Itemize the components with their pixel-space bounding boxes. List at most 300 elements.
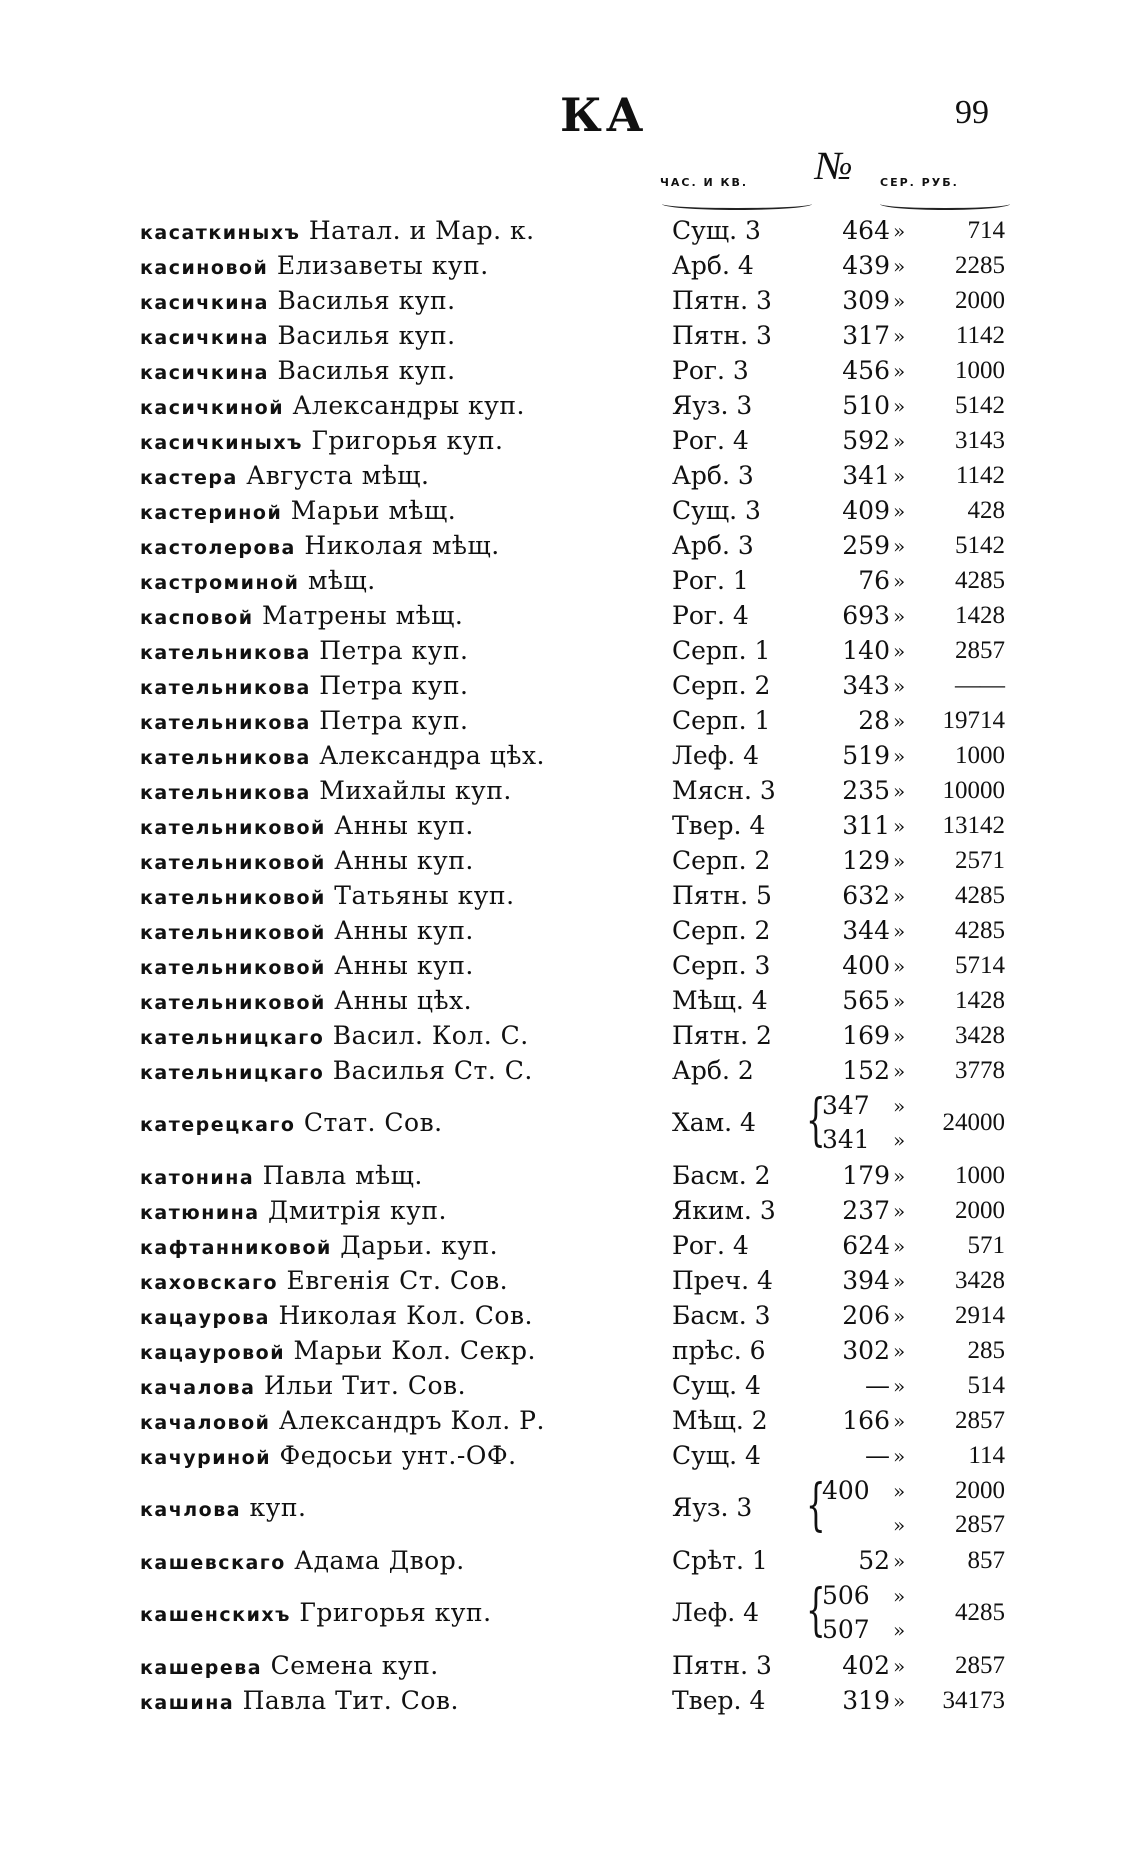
entry-value: 2857 bbox=[955, 1652, 1005, 1679]
entry-surname: кательницкаго bbox=[140, 1062, 325, 1084]
ditto-mark: » bbox=[893, 464, 906, 488]
ditto-mark: » bbox=[893, 1339, 906, 1363]
entry-given-name-rank: Марьи Кол. Секр. bbox=[293, 1336, 536, 1365]
ditto-mark: » bbox=[893, 1549, 906, 1573]
ditto-mark: » bbox=[893, 219, 906, 243]
entry-name bbox=[140, 879, 515, 915]
entry-part-quarter: Рог. 1 bbox=[672, 566, 749, 595]
ditto-mark: » bbox=[893, 884, 906, 908]
entry-row bbox=[0, 1264, 1140, 1299]
entry-name bbox=[140, 1054, 533, 1090]
entry-row bbox=[0, 1334, 1140, 1369]
entry-row bbox=[0, 809, 1140, 844]
entry-number: 347 bbox=[822, 1091, 870, 1120]
entry-surname: кашевскаго bbox=[140, 1552, 286, 1574]
entry-given-name-rank: Татьяны куп. bbox=[334, 881, 515, 910]
entry-given-name-rank: Анны куп. bbox=[334, 846, 474, 875]
entry-given-name-rank: Николая мѣщ. bbox=[304, 531, 500, 560]
ditto-mark: » bbox=[893, 709, 906, 733]
entry-value: 4285 bbox=[955, 1599, 1005, 1626]
entry-surname: качуриной bbox=[140, 1447, 272, 1469]
entry-given-name-rank: Елизаветы куп. bbox=[276, 251, 489, 280]
entry-part-quarter: Мясн. 3 bbox=[672, 776, 776, 805]
ditto-mark: » bbox=[893, 1269, 906, 1293]
entry-name bbox=[140, 1369, 466, 1405]
entry-given-name-rank: Анны куп. bbox=[334, 811, 474, 840]
entry-value: 4285 bbox=[955, 917, 1005, 944]
entry-name bbox=[140, 1334, 536, 1370]
entry-number: 400 bbox=[842, 951, 890, 980]
entry-number: 341 bbox=[822, 1125, 870, 1154]
entry-part-quarter: Сущ. 3 bbox=[672, 496, 761, 525]
entry-row bbox=[0, 1544, 1140, 1579]
entry-part-quarter: Рог. 4 bbox=[672, 426, 749, 455]
entry-value: 1142 bbox=[955, 462, 1005, 489]
entry-value: 34173 bbox=[942, 1687, 1005, 1714]
entry-number: 237 bbox=[842, 1196, 890, 1225]
entry-value: 5142 bbox=[955, 532, 1005, 559]
entry-part-quarter: Серп. 3 bbox=[672, 951, 771, 980]
entry-surname: касиновой bbox=[140, 257, 269, 279]
entry-given-name-rank: Федосьи унт.-ОФ. bbox=[279, 1441, 517, 1470]
entry-surname: кастолерова bbox=[140, 537, 296, 559]
ditto-mark: » bbox=[893, 1444, 906, 1468]
entry-row bbox=[0, 564, 1140, 599]
running-head bbox=[0, 88, 1140, 148]
entry-given-name-rank: куп. bbox=[249, 1493, 307, 1522]
brace-glyph: { bbox=[806, 1578, 826, 1643]
ditto-mark: » bbox=[893, 1234, 906, 1258]
entry-part-quarter: прѣс. 6 bbox=[672, 1336, 766, 1365]
entry-number: 179 bbox=[842, 1161, 890, 1190]
entry-row bbox=[0, 1474, 1140, 1544]
entry-number: — bbox=[865, 1371, 890, 1400]
ditto-mark: » bbox=[893, 779, 906, 803]
entry-number: 341 bbox=[842, 461, 890, 490]
entry-number: 506 bbox=[822, 1581, 870, 1610]
entry-part-quarter: Преч. 4 bbox=[672, 1266, 773, 1295]
entry-number: 565 bbox=[842, 986, 890, 1015]
entry-value: 2571 bbox=[955, 847, 1005, 874]
entry-surname: кашерева bbox=[140, 1657, 263, 1679]
entry-number: 140 bbox=[842, 636, 890, 665]
entry-value: 2857 bbox=[955, 1407, 1005, 1434]
entry-surname: кательникова bbox=[140, 747, 311, 769]
entry-value: 1000 bbox=[955, 742, 1005, 769]
entry-name bbox=[140, 354, 456, 390]
entry-surname: кастроминой bbox=[140, 572, 300, 594]
entry-surname: кафтанниковой bbox=[140, 1237, 332, 1259]
entry-name bbox=[140, 494, 456, 530]
entry-number: 632 bbox=[842, 881, 890, 910]
entry-row bbox=[0, 1299, 1140, 1334]
entry-given-name-rank: Ильи Тит. Сов. bbox=[263, 1371, 467, 1400]
entry-value: 514 bbox=[967, 1372, 1005, 1399]
entry-name bbox=[140, 529, 500, 565]
entry-name bbox=[140, 1649, 439, 1685]
ditto-mark: » bbox=[893, 254, 906, 278]
entry-row bbox=[0, 214, 1140, 249]
entry-row bbox=[0, 844, 1140, 879]
entry-number: 510 bbox=[842, 391, 890, 420]
entry-part-quarter: Сущ. 4 bbox=[672, 1441, 761, 1470]
entry-surname: кательниковой bbox=[140, 992, 326, 1014]
ditto-mark: » bbox=[893, 1164, 906, 1188]
ditto-mark: » bbox=[893, 1374, 906, 1398]
entry-given-name-rank: Матрены мѣщ. bbox=[262, 601, 464, 630]
entry-number: 28 bbox=[858, 706, 890, 735]
running-head-letters: КА bbox=[560, 88, 648, 142]
entry-number: 317 bbox=[842, 321, 890, 350]
entry-surname: касичкина bbox=[140, 292, 269, 314]
entry-value: 13142 bbox=[942, 812, 1005, 839]
entry-value: 1428 bbox=[955, 987, 1005, 1014]
entry-number: 456 bbox=[842, 356, 890, 385]
entry-part-quarter: Пятн. 3 bbox=[672, 1651, 772, 1680]
ditto-mark: » bbox=[893, 569, 906, 593]
entry-value: 2000 bbox=[955, 1197, 1005, 1224]
entry-row bbox=[0, 1649, 1140, 1684]
entry-name bbox=[140, 1684, 459, 1720]
entry-number: 52 bbox=[858, 1546, 890, 1575]
entry-given-name-rank: Михайлы куп. bbox=[319, 776, 512, 805]
entry-part-quarter: Серп. 1 bbox=[672, 706, 771, 735]
entry-value: 4285 bbox=[955, 882, 1005, 909]
entry-number: 400 bbox=[822, 1476, 870, 1505]
ditto-mark: » bbox=[893, 1479, 906, 1503]
entry-surname: касичкина bbox=[140, 362, 269, 384]
entry-surname: касичкина bbox=[140, 327, 269, 349]
entry-part-quarter: Леф. 4 bbox=[672, 1598, 760, 1627]
entry-name bbox=[140, 704, 468, 740]
entry-value: 857 bbox=[967, 1547, 1005, 1574]
ditto-mark: » bbox=[893, 849, 906, 873]
entry-name bbox=[140, 214, 535, 250]
entry-name bbox=[140, 949, 474, 985]
entry-name bbox=[140, 599, 463, 635]
entry-row bbox=[0, 1439, 1140, 1474]
entry-row bbox=[0, 249, 1140, 284]
entry-name bbox=[140, 1544, 465, 1580]
entry-given-name-rank: Василья куп. bbox=[277, 321, 456, 350]
brace-glyph: { bbox=[806, 1473, 826, 1538]
entry-row bbox=[0, 739, 1140, 774]
entry-surname: кацаурова bbox=[140, 1307, 271, 1329]
entry-part-quarter: Арб. 4 bbox=[672, 251, 754, 280]
entry-given-name-rank: Семена куп. bbox=[270, 1651, 439, 1680]
entry-row bbox=[0, 984, 1140, 1019]
entry-number: 394 bbox=[842, 1266, 890, 1295]
entry-value: 19714 bbox=[942, 707, 1005, 734]
entry-value: 5142 bbox=[955, 392, 1005, 419]
entry-number: 344 bbox=[842, 916, 890, 945]
entry-value: 1428 bbox=[955, 602, 1005, 629]
entry-name bbox=[140, 634, 468, 670]
entry-part-quarter: Мѣщ. 2 bbox=[672, 1406, 768, 1435]
entry-number: 76 bbox=[858, 566, 890, 595]
entry-surname: кательниковой bbox=[140, 957, 326, 979]
entry-number: 693 bbox=[842, 601, 890, 630]
entry-given-name-rank: Анны цѣх. bbox=[334, 986, 473, 1015]
entry-name bbox=[140, 1299, 533, 1335]
entry-name bbox=[140, 1194, 447, 1230]
ditto-mark: » bbox=[893, 1094, 906, 1118]
entry-surname: катюнина bbox=[140, 1202, 260, 1224]
entry-number: 311 bbox=[842, 811, 890, 840]
ditto-mark: » bbox=[893, 289, 906, 313]
entry-number: 235 bbox=[842, 776, 890, 805]
entry-row bbox=[0, 634, 1140, 669]
entry-value: 24000 bbox=[942, 1109, 1005, 1136]
entry-given-name-rank: Григорья куп. bbox=[299, 1598, 492, 1627]
ditto-mark: » bbox=[893, 324, 906, 348]
entry-row bbox=[0, 669, 1140, 704]
entry-row bbox=[0, 1404, 1140, 1439]
ditto-mark: » bbox=[893, 604, 906, 628]
entry-surname: кательниковой bbox=[140, 817, 326, 839]
ditto-mark: » bbox=[893, 1024, 906, 1048]
entry-surname: кацауровой bbox=[140, 1342, 286, 1364]
entry-surname: катерецкаго bbox=[140, 1114, 296, 1136]
entry-given-name-rank: Николая Кол. Сов. bbox=[278, 1301, 533, 1330]
entry-surname: касичкиной bbox=[140, 397, 285, 419]
entry-row bbox=[0, 1194, 1140, 1229]
entry-number: 519 bbox=[842, 741, 890, 770]
ditto-mark: » bbox=[893, 1618, 906, 1642]
entry-given-name-rank: Адама Двор. bbox=[294, 1546, 465, 1575]
brace-glyph: { bbox=[806, 1088, 826, 1153]
ditto-mark: » bbox=[893, 534, 906, 558]
entry-number: 343 bbox=[842, 671, 890, 700]
entry-number: 206 bbox=[842, 1301, 890, 1330]
entry-surname: кательниковой bbox=[140, 887, 326, 909]
page-number: 99 bbox=[955, 94, 989, 131]
entry-given-name-rank: Василья Ст. С. bbox=[332, 1056, 533, 1085]
entry-row bbox=[0, 1054, 1140, 1089]
entry-given-name-rank: Петра куп. bbox=[319, 671, 469, 700]
ditto-mark: » bbox=[893, 359, 906, 383]
entry-name bbox=[140, 984, 472, 1020]
entry-name bbox=[140, 459, 429, 495]
entry-number: 259 bbox=[842, 531, 890, 560]
entry-given-name-rank: Петра куп. bbox=[319, 706, 469, 735]
entry-value: 3143 bbox=[955, 427, 1005, 454]
entry-given-name-rank: Августа мѣщ. bbox=[246, 461, 430, 490]
entry-part-quarter: Яким. 3 bbox=[672, 1196, 776, 1225]
entry-given-name-rank: Дмитрія куп. bbox=[268, 1196, 447, 1225]
entry-part-quarter: Рог. 4 bbox=[672, 1231, 749, 1260]
entry-part-quarter: Мѣщ. 4 bbox=[672, 986, 768, 1015]
entry-name bbox=[140, 1019, 529, 1055]
entry-surname: кательниковой bbox=[140, 922, 326, 944]
entry-number: 402 bbox=[842, 1651, 890, 1680]
entry-number: 302 bbox=[842, 1336, 890, 1365]
entry-value: 571 bbox=[967, 1232, 1005, 1259]
entry-surname: кастера bbox=[140, 467, 238, 489]
entry-given-name-rank: Анны куп. bbox=[334, 951, 474, 980]
entry-part-quarter: Сущ. 3 bbox=[672, 216, 761, 245]
entry-row bbox=[0, 914, 1140, 949]
entry-part-quarter: Рог. 3 bbox=[672, 356, 749, 385]
entry-number: 319 bbox=[842, 1686, 890, 1715]
entry-name bbox=[140, 249, 489, 285]
entry-row bbox=[0, 494, 1140, 529]
entry-surname: кастериной bbox=[140, 502, 283, 524]
ditto-mark: » bbox=[893, 1409, 906, 1433]
entry-name bbox=[140, 669, 468, 705]
entry-value: 2285 bbox=[955, 252, 1005, 279]
ditto-mark: » bbox=[893, 1128, 906, 1152]
entry-name bbox=[140, 739, 545, 775]
entry-surname: касаткиныхъ bbox=[140, 222, 301, 244]
entry-given-name-rank: Александры куп. bbox=[292, 391, 525, 420]
entry-surname: кашенскихъ bbox=[140, 1604, 291, 1626]
entry-row bbox=[0, 529, 1140, 564]
entry-row bbox=[0, 1159, 1140, 1194]
entry-value: 1142 bbox=[955, 322, 1005, 349]
entry-name bbox=[140, 1264, 508, 1300]
entry-given-name-rank: Василья куп. bbox=[277, 286, 456, 315]
entry-given-name-rank: Павла мѣщ. bbox=[262, 1161, 423, 1190]
entry-name bbox=[140, 844, 474, 880]
entry-name bbox=[140, 1106, 443, 1142]
entry-surname: качлова bbox=[140, 1499, 242, 1521]
entry-value: 3778 bbox=[955, 1057, 1005, 1084]
entry-surname: кательниковой bbox=[140, 852, 326, 874]
entry-value: 3428 bbox=[955, 1022, 1005, 1049]
entry-row bbox=[0, 424, 1140, 459]
entry-given-name-rank: мѣщ. bbox=[307, 566, 376, 595]
entry-given-name-rank: Анны куп. bbox=[334, 916, 474, 945]
entry-part-quarter: Арб. 3 bbox=[672, 531, 754, 560]
entry-name bbox=[140, 1491, 306, 1527]
entry-part-quarter: Пятн. 2 bbox=[672, 1021, 772, 1050]
entry-part-quarter: Леф. 4 bbox=[672, 741, 760, 770]
entry-value: 3428 bbox=[955, 1267, 1005, 1294]
entry-given-name-rank: Григорья куп. bbox=[311, 426, 504, 455]
entry-part-quarter: Серп. 2 bbox=[672, 916, 771, 945]
entry-row bbox=[0, 284, 1140, 319]
column-heading-part-brace bbox=[662, 198, 812, 210]
entry-row bbox=[0, 879, 1140, 914]
entry-number: 152 bbox=[842, 1056, 890, 1085]
ditto-mark: » bbox=[893, 394, 906, 418]
ditto-mark: » bbox=[893, 1304, 906, 1328]
entry-surname: кашина bbox=[140, 1692, 235, 1714]
entry-number: 507 bbox=[822, 1615, 870, 1644]
entry-value: 285 bbox=[967, 1337, 1005, 1364]
entry-surname: кательницкаго bbox=[140, 1027, 325, 1049]
entry-value: 1000 bbox=[955, 1162, 1005, 1189]
entry-surname: качалова bbox=[140, 1377, 256, 1399]
entry-row bbox=[0, 1579, 1140, 1649]
entry-row bbox=[0, 774, 1140, 809]
entry-name bbox=[140, 1439, 517, 1475]
entry-part-quarter: Арб. 2 bbox=[672, 1056, 754, 1085]
entry-given-name-rank: Петра куп. bbox=[319, 636, 469, 665]
entry-number: 129 bbox=[842, 846, 890, 875]
entry-given-name-rank: Александра цѣх. bbox=[319, 741, 545, 770]
entry-part-quarter: Твер. 4 bbox=[672, 1686, 766, 1715]
entry-name bbox=[140, 774, 512, 810]
entry-part-quarter: Пятн. 5 bbox=[672, 881, 772, 910]
entry-row bbox=[0, 599, 1140, 634]
entry-part-quarter: Серп. 2 bbox=[672, 671, 771, 700]
entry-part-quarter: Серп. 1 bbox=[672, 636, 771, 665]
entry-row bbox=[0, 319, 1140, 354]
ditto-mark: » bbox=[893, 1059, 906, 1083]
entry-name bbox=[140, 389, 525, 425]
entry-value: 714 bbox=[967, 217, 1005, 244]
ditto-mark: » bbox=[893, 919, 906, 943]
ditto-mark: » bbox=[893, 1689, 906, 1713]
entry-name bbox=[140, 1596, 492, 1632]
ditto-mark: » bbox=[893, 499, 906, 523]
entry-number: 624 bbox=[842, 1231, 890, 1260]
entry-part-quarter: Арб. 3 bbox=[672, 461, 754, 490]
entry-value: —— bbox=[955, 672, 1005, 699]
entry-row bbox=[0, 459, 1140, 494]
entry-given-name-rank: Васил. Кол. С. bbox=[332, 1021, 529, 1050]
entry-name bbox=[140, 284, 456, 320]
entry-value: 2857 bbox=[955, 637, 1005, 664]
entry-part-quarter: Сущ. 4 bbox=[672, 1371, 761, 1400]
entry-number: 409 bbox=[842, 496, 890, 525]
entry-part-quarter: Басм. 2 bbox=[672, 1161, 771, 1190]
ditto-mark: » bbox=[893, 674, 906, 698]
entry-value: 1000 bbox=[955, 357, 1005, 384]
entry-name bbox=[140, 319, 456, 355]
ditto-mark: » bbox=[893, 814, 906, 838]
entry-name bbox=[140, 424, 504, 460]
entry-row bbox=[0, 1684, 1140, 1719]
entry-row bbox=[0, 354, 1140, 389]
entry-surname: кательникова bbox=[140, 642, 311, 664]
column-heading-value: СЕР. РУБ. bbox=[880, 176, 959, 189]
ditto-mark: » bbox=[893, 744, 906, 768]
entry-row bbox=[0, 1369, 1140, 1404]
entry-number: 464 bbox=[842, 216, 890, 245]
entry-value: 2000 bbox=[955, 287, 1005, 314]
entry-part-quarter: Рог. 4 bbox=[672, 601, 749, 630]
entry-given-name-rank: Стат. Сов. bbox=[303, 1108, 443, 1137]
column-heading-number: № bbox=[815, 143, 853, 188]
entry-part-quarter: Яуз. 3 bbox=[672, 1493, 753, 1522]
ditto-mark: » bbox=[893, 1513, 906, 1537]
entry-list bbox=[0, 214, 1140, 1719]
entry-name bbox=[140, 1404, 545, 1440]
entry-value: 428 bbox=[967, 497, 1005, 524]
entry-value: 5714 bbox=[955, 952, 1005, 979]
entry-surname: катонина bbox=[140, 1167, 255, 1189]
entry-value: 114 bbox=[968, 1442, 1005, 1469]
entry-surname: касичкиныхъ bbox=[140, 432, 303, 454]
entry-part-quarter: Пятн. 3 bbox=[672, 286, 772, 315]
entry-surname: кательникова bbox=[140, 712, 311, 734]
entry-name bbox=[140, 564, 376, 600]
entry-given-name-rank: Марьи мѣщ. bbox=[290, 496, 457, 525]
entry-number: 592 bbox=[842, 426, 890, 455]
entry-number: 439 bbox=[842, 251, 890, 280]
entry-surname: кательникова bbox=[140, 677, 311, 699]
entry-name bbox=[140, 914, 474, 950]
entry-row bbox=[0, 389, 1140, 424]
ditto-mark: » bbox=[893, 1654, 906, 1678]
entry-value: 2857 bbox=[955, 1511, 1005, 1538]
ditto-mark: » bbox=[893, 1199, 906, 1223]
entry-surname: касповой bbox=[140, 607, 254, 629]
entry-number: 309 bbox=[842, 286, 890, 315]
